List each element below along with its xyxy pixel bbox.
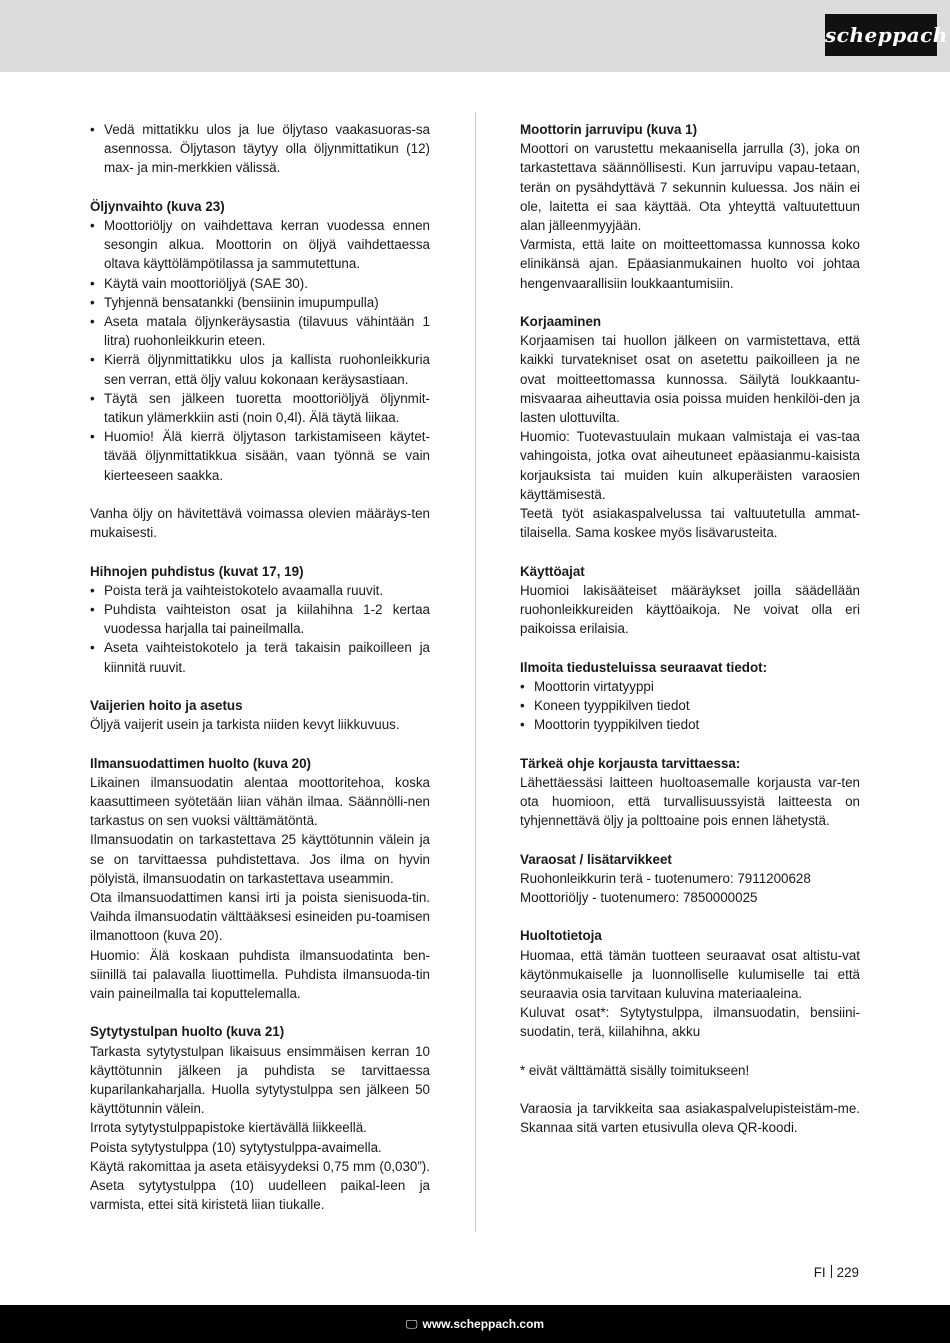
- list-item: • Poista terä ja vaihteistokotelo avaamalla ruuvit.: [90, 581, 430, 600]
- repair-paragraph: Teetä työt asiakaspalvelussa tai valtuutetulla ammat-tilaisella. Sama koskee myös lisävarusteita.: [520, 506, 860, 541]
- air-filter-paragraph: Ilmansuodatin on tarkastettava 25 käyttötunnin välein ja se on tarvittaessa puhdistettava. Jos ilma on hyvin pölyistä, ilmansuodatin on tarkastettava useammin.: [90, 832, 430, 886]
- spark-plug-paragraph: Tarkasta sytytystulpan likaisuus ensimmäisen kerran 10 käyttötunnin jälkeen ja puhdista se tarvittaessa kuparilankaharjalla. Huolla sytytystulppa sen jälkeen 50 käyttötunnin välein.: [90, 1043, 430, 1117]
- section-heading-spare-parts: Varaosat / lisätarvikkeet: [520, 851, 672, 867]
- list-item: • Puhdista vaihteiston osat ja kiilahihna 1-2 kertaa vuodessa harjalla tai paineilmalla.: [90, 600, 430, 638]
- page-language: FI: [813, 1265, 826, 1280]
- air-filter-paragraph: Likainen ilmansuodatin alentaa moottoritehoa, koska kaasuttimeen syötetään liian vähän ilmaa. Säännölli-nen tarkastus on sen vuoksi välttämätöntä.: [90, 774, 430, 829]
- brake-paragraph: Varmista, että laite on moitteettomassa kunnossa koko elinikänsä ajan. Epäasianmukainen huolto voi johtaa hengenvaarallisiin loukkaantumisiin.: [520, 237, 860, 291]
- spare-part-line: Ruohonleikkurin terä - tuotenumero: 7911200628: [520, 870, 811, 886]
- spark-plug-paragraph: Käytä rakomittaa ja aseta etäisyydeksi 0,75 mm (0,030”). Aseta sytytystulppa (10) uudelleen paikal-leen ja varmista, ettei sitä kiristetä liian tiukalle.: [90, 1158, 430, 1213]
- list-item: • Moottorin tyyppikilven tiedot: [520, 715, 860, 734]
- column-divider: [475, 112, 476, 1232]
- right-column: [520, 120, 860, 1138]
- page-number-separator: [831, 1265, 832, 1278]
- section-heading-usage-times: Käyttöajat: [520, 563, 585, 579]
- belt-cleaning-bullets: [90, 581, 430, 677]
- brake-paragraph: Moottori on varustettu mekaanisella jarrulla (3), joka on tarkastettava säännöllisesti. Kun jarruvipu vapau-tetaan, terän on pysähdyttävä 7 sekunnin kuluessa. Jos näin ei ole, laitetta ei saa käyttää. Ota yhteyttä valtuutettuun alan jälleenmyyjään.: [520, 141, 860, 234]
- list-item: • Kierrä öljynmittatikku ulos ja kallista ruohonleikkuria sen verran, että öljy valuu kokonaan keräysastiaan.: [90, 350, 430, 388]
- left-column: [90, 120, 430, 1214]
- list-item: • Koneen tyyppikilven tiedot: [520, 696, 860, 715]
- page-number-value: 229: [836, 1265, 859, 1280]
- list-item: • Huomio! Älä kierrä öljytason tarkistamiseen käytet-tävää öljynmittatikkua sisään, vaan työnnä se vain kierteeseen saakka.: [90, 427, 430, 485]
- repair-note-text: Lähettäessäsi laitteen huoltoasemalle korjausta var-ten ota huomioon, että turvallisuussyistä laitteesta on tyhjennettävä öljy ja polttoaine pois ennen lähetystä.: [520, 774, 860, 829]
- air-filter-paragraph: Ota ilmansuodattimen kansi irti ja poista sienisuoda-tin. Vaihda ilmansuodatin välttääksesi esineiden pu-toamisen ilmanottoon (kuva 20).: [90, 890, 430, 944]
- repair-paragraph: Korjaamisen tai huollon jälkeen on varmistettava, että kaikki turvatekniset osat on asetettu paikoilleen ja ne ovat moitteettomassa kunnossa. Säilytä loukkaantu-misvaaraa aiheuttavia osia poissa muiden henkilöi-den ja lasten ulottuvilta.: [520, 333, 860, 426]
- section-heading-brake: Moottorin jarruvipu (kuva 1): [520, 122, 698, 137]
- repair-paragraph: Huomio: Tuotevastuulain mukaan valmistaja ei vas-taa vahingoista, jotka ovat aiheutuneet epäasianmu-kaisista korjauksista tai muiden kuin alkuperäisten varaosien käyttämisestä.: [520, 429, 860, 502]
- spark-plug-paragraph: Irrota sytytystulppapistoke kiertävällä liikkeellä.: [90, 1120, 367, 1136]
- inquiries-bullets: [520, 677, 860, 735]
- list-item: • Tyhjennä bensatankki (bensiinin imupumpulla): [90, 293, 430, 312]
- footnote-text: * eivät välttämättä sisälly toimitukseen!: [520, 1062, 750, 1078]
- list-item: • Moottoriöljy on vaihdettava kerran vuodessa ennen sesongin alkua. Moottorin on öljyä vaihdettaessa oltava käyttölämpötilassa ja sammutettuna.: [90, 216, 430, 274]
- list-item: • Moottorin virtatyyppi: [520, 677, 860, 696]
- spare-part-line: Moottoriöljy - tuotenumero: 7850000025: [520, 890, 758, 906]
- section-heading-oil-change: Öljynvaihto (kuva 23): [90, 198, 225, 214]
- footer-url[interactable]: www.scheppach.com: [422, 1317, 545, 1331]
- list-item: • Vedä mittatikku ulos ja lue öljytaso vaakasuoras-sa asennossa. Öljytason täytyy olla öljynmittatikun (12) max- ja min-merkkien välissä.: [90, 120, 430, 178]
- footer-bar: [0, 1305, 950, 1343]
- monitor-icon: 🖵: [405, 1317, 418, 1331]
- section-heading-repair: Korjaaminen: [520, 314, 602, 330]
- air-filter-paragraph: Huomio: Älä koskaan puhdista ilmansuodatinta ben-siinillä tai palavalla liuottimella. Puhdista ilmansuoda-tin vain paineilmalla tai koputtelemalla.: [90, 947, 430, 1002]
- section-heading-inquiries: Ilmoita tiedusteluissa seuraavat tiedot:: [520, 659, 768, 675]
- section-heading-repair-note: Tärkeä ohje korjausta tarvittaessa:: [520, 755, 741, 771]
- list-item: • Käytä vain moottoriöljyä (SAE 30).: [90, 274, 430, 293]
- header-band: [0, 0, 950, 72]
- list-item: • Aseta vaihteistokotelo ja terä takaisin paikoilleen ja kiinnitä ruuvit.: [90, 638, 430, 676]
- section-heading-cables: Vaijerien hoito ja asetus: [90, 698, 243, 714]
- section-heading-belt-cleaning: Hihnojen puhdistus (kuvat 17, 19): [90, 563, 304, 579]
- oil-change-bullets: [90, 216, 430, 485]
- section-heading-spark-plug: Sytytystulpan huolto (kuva 21): [90, 1024, 285, 1040]
- usage-times-text: Huomioi lakisääteiset määräykset joilla säädellään ruohonleikkureiden käyttöaikoja. Ne voivat olla eri paikoissa erilaisia.: [520, 582, 860, 637]
- oil-disposal-note: Vanha öljy on hävitettävä voimassa olevien määräys-ten mukaisesti.: [90, 506, 430, 541]
- page-number: [814, 1265, 859, 1280]
- cables-text: Öljyä vaijerit usein ja tarkista niiden kevyt liikkuvuus.: [90, 717, 400, 733]
- list-item: • Täytä sen jälkeen tuoretta moottoriöljyä öljynmit-tatikun ylämerkkiin asti (noin 0,4l). Älä täytä liikaa.: [90, 389, 430, 427]
- intro-bullets: [90, 120, 430, 178]
- customer-service-text: Varaosia ja tarvikkeita saa asiakaspalvelupisteistäm-me. Skannaa sitä varten etusivulla oleva QR-koodi.: [520, 1101, 860, 1136]
- section-heading-service-info: Huoltotietoja: [520, 928, 602, 944]
- wear-parts-text: Kuluvat osat*: Sytytystulppa, ilmansuodatin, bensiini-suodatin, terä, kiilahihna, akku: [520, 1005, 860, 1040]
- list-item: • Aseta matala öljynkeräysastia (tilavuus vähintään 1 litra) ruohonleikkurin eteen.: [90, 312, 430, 350]
- service-info-text: Huomaa, että tämän tuotteen seuraavat osat altistu-vat käytönmukaiselle ja luonnolliselle kulumiselle tai että seuraavia osia tarvitaan kuluvina materiaaleina.: [520, 947, 860, 1002]
- section-heading-air-filter: Ilmansuodattimen huolto (kuva 20): [90, 755, 311, 771]
- spark-plug-paragraph: Poista sytytystulppa (10) sytytystulppa-avaimella.: [90, 1139, 382, 1155]
- brand-logo: scheppach: [825, 14, 937, 56]
